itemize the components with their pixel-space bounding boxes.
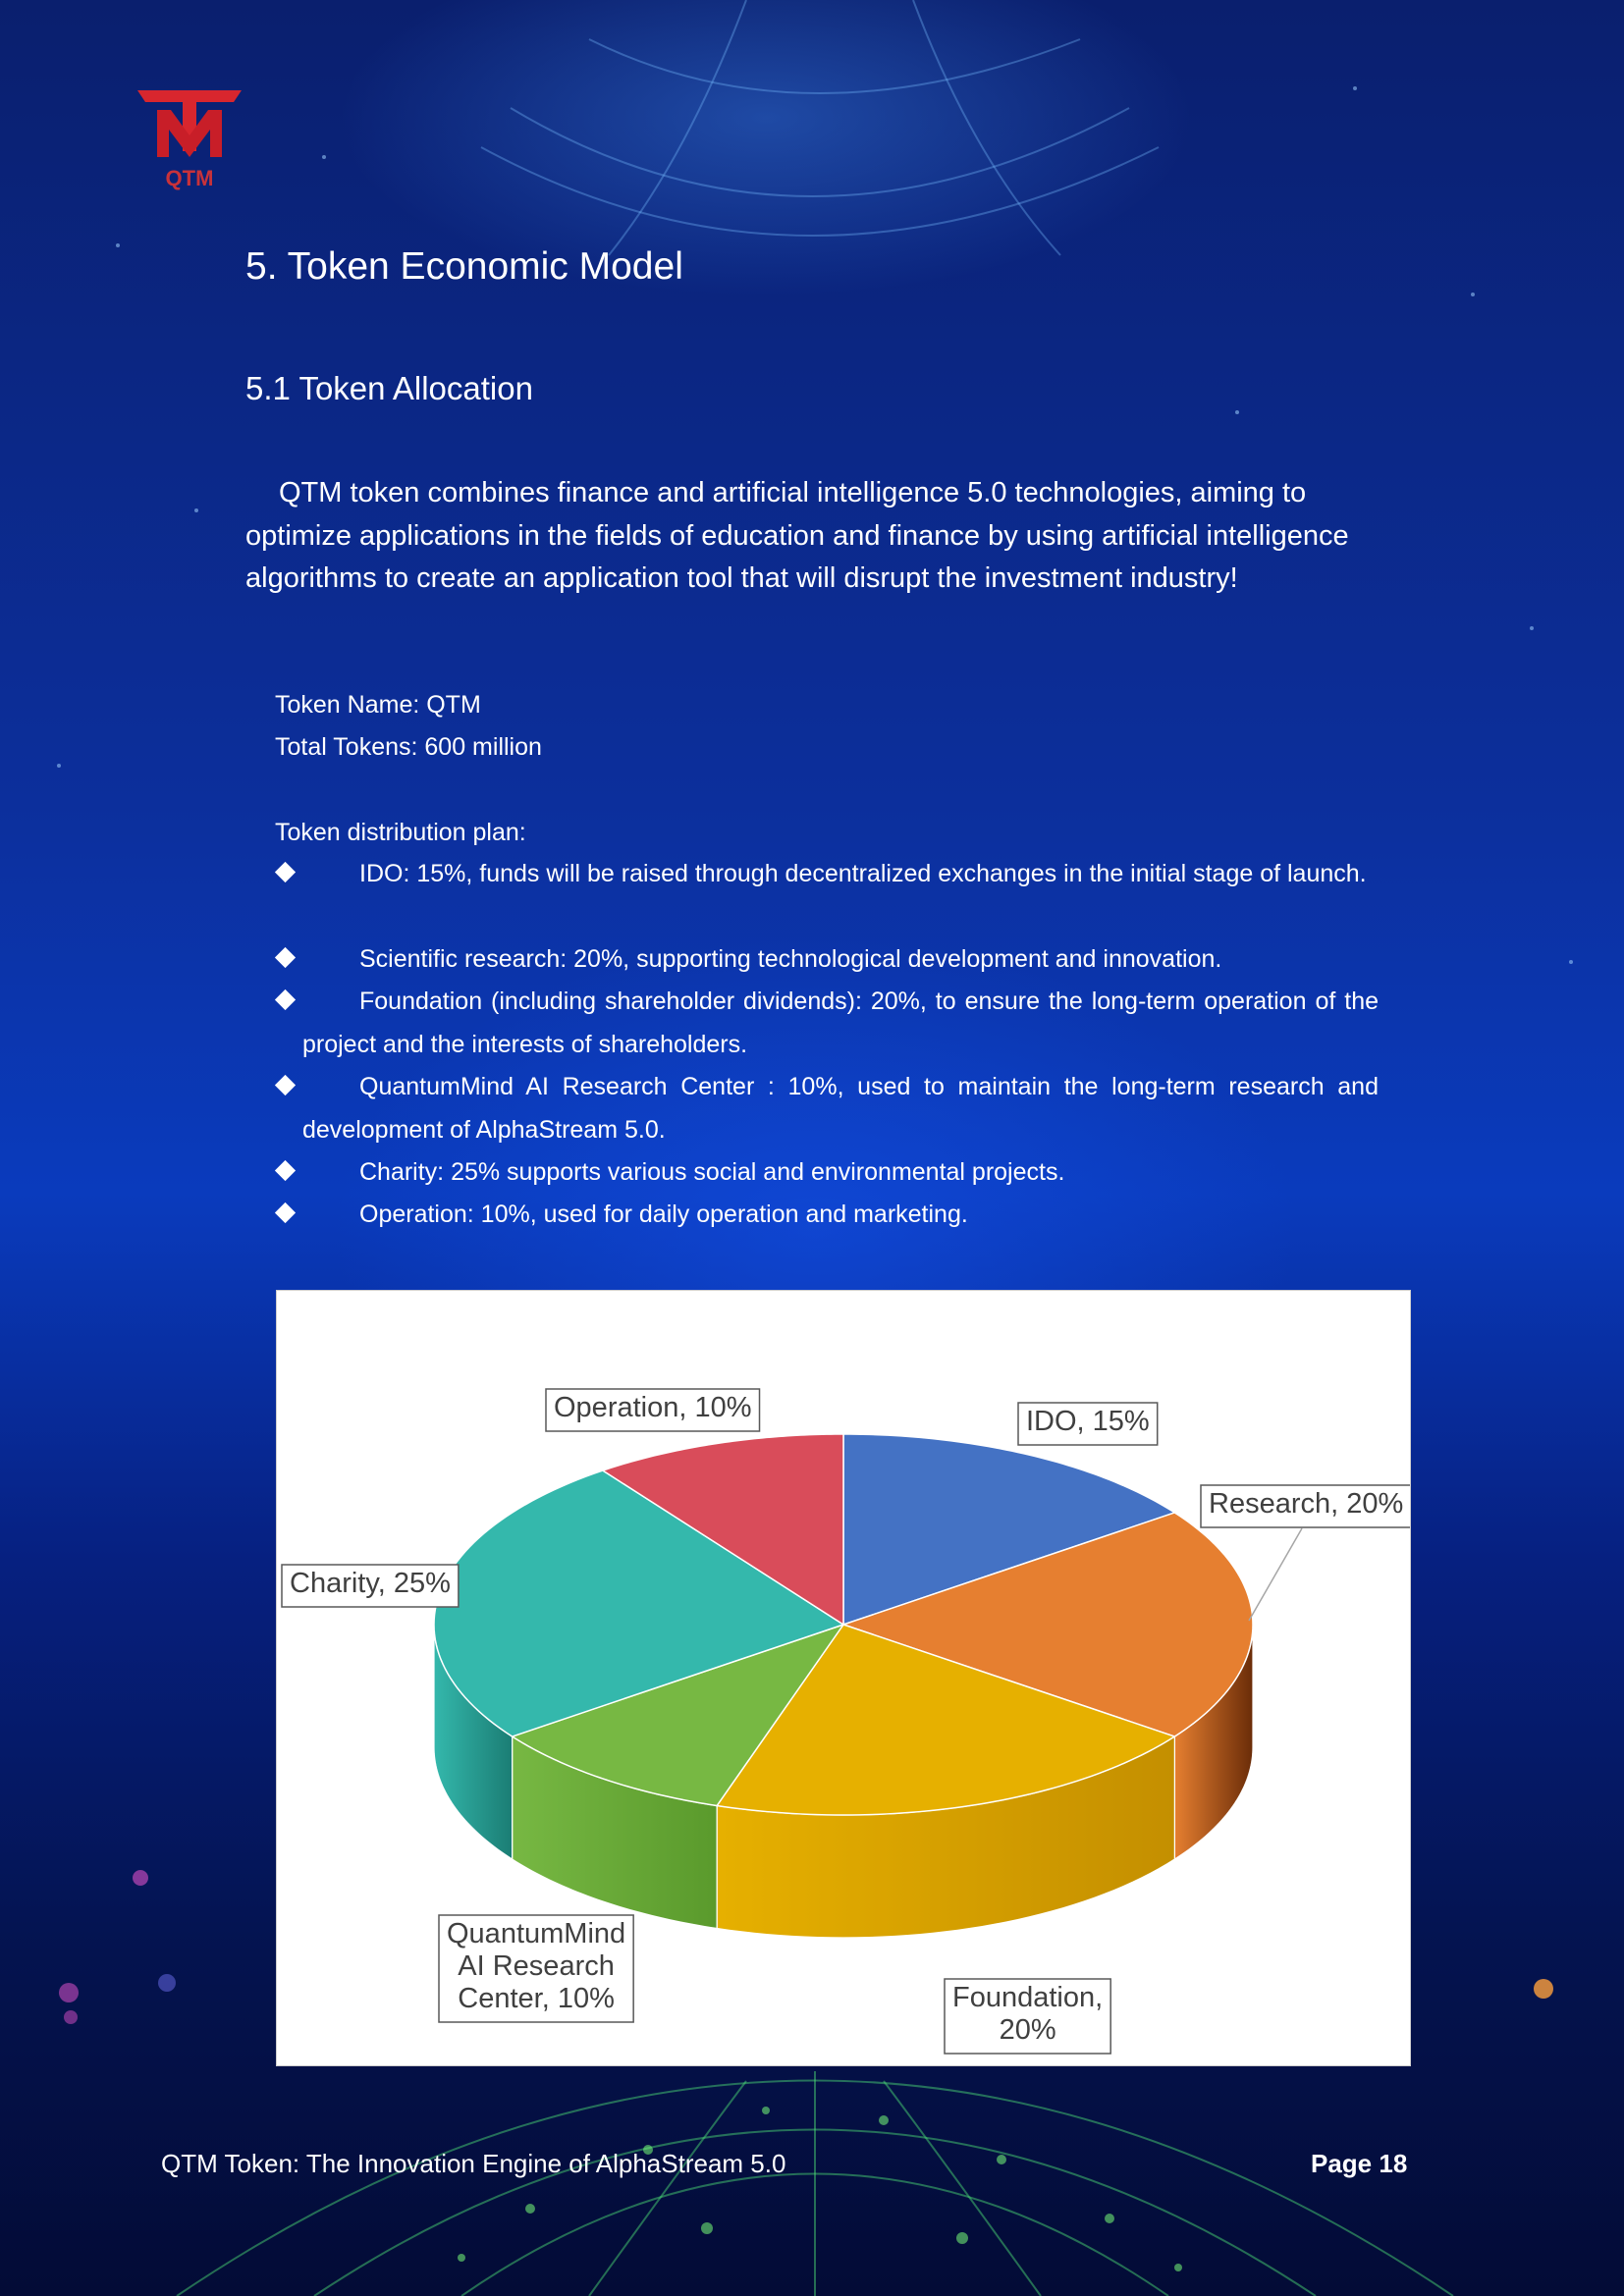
list-item-text: IDO: 15%, funds will be raised through decentralized exchanges in the initial stage of launch.	[359, 860, 1367, 887]
data-label-text: QuantumMind AI Research Center, 10%	[447, 1918, 626, 2014]
data-label-text: Foundation, 20%	[952, 1982, 1104, 2046]
data-label	[1018, 1403, 1158, 1445]
data-label-text: Charity, 25%	[290, 1568, 451, 1599]
list-item-text: Charity: 25% supports various social and environmental projects.	[359, 1158, 1065, 1186]
token-name: Token Name: QTM	[275, 691, 481, 719]
list-item	[275, 938, 1379, 982]
page-number: Page 18	[1311, 2149, 1408, 2178]
pie-chart	[277, 1291, 1410, 2065]
list-item-text: QuantumMind AI Research Center : 10%, used to maintain the long-term research and development of AlphaStream 5.0.	[302, 1073, 1379, 1144]
distribution-heading: Token distribution plan:	[275, 819, 526, 846]
logo-wordmark: QTM	[165, 166, 214, 190]
total-tokens: Total Tokens: 600 million	[275, 733, 542, 761]
allocation-chart	[276, 1290, 1411, 2066]
list-item	[275, 1066, 1379, 1151]
label-leader-line	[1249, 1528, 1302, 1621]
diamond-bullet-icon	[275, 1160, 296, 1181]
data-label	[546, 1389, 760, 1431]
section-title: 5. Token Economic Model	[245, 245, 683, 288]
data-label	[1201, 1485, 1410, 1527]
list-item	[275, 1151, 1379, 1195]
diamond-bullet-icon	[275, 989, 296, 1010]
list-item	[275, 1194, 1379, 1237]
list-item	[275, 853, 1379, 896]
data-label-text: IDO, 15%	[1026, 1406, 1150, 1437]
diamond-bullet-icon	[275, 1202, 296, 1223]
data-label	[945, 1979, 1110, 2054]
data-label	[439, 1915, 633, 2022]
data-label-text: Research, 20%	[1209, 1488, 1404, 1520]
list-item-text: Operation: 10%, used for daily operation and marketing.	[359, 1201, 968, 1228]
data-label-text: Operation, 10%	[554, 1392, 752, 1423]
intro-paragraph: QTM token combines finance and artificial intelligence 5.0 technologies, aiming to optimize applications in the fields of education and finance by using artificial intelligence algorithms to create an application tool that will disrupt the investment industry!	[245, 477, 1349, 594]
list-item	[275, 981, 1379, 1066]
diamond-bullet-icon	[275, 1075, 296, 1095]
subsection-title: 5.1 Token Allocation	[245, 370, 533, 406]
qtm-logo	[135, 84, 244, 192]
diamond-bullet-icon	[275, 862, 296, 882]
diamond-bullet-icon	[275, 947, 296, 968]
data-label	[282, 1565, 459, 1607]
footer-title: QTM Token: The Innovation Engine of AlphaStream 5.0	[161, 2149, 786, 2178]
list-item-text: Scientific research: 20%, supporting technological development and innovation.	[359, 945, 1222, 973]
list-item-text: Foundation (including shareholder dividends): 20%, to ensure the long-term operation of the project and the interests of shareholders.	[302, 988, 1379, 1058]
